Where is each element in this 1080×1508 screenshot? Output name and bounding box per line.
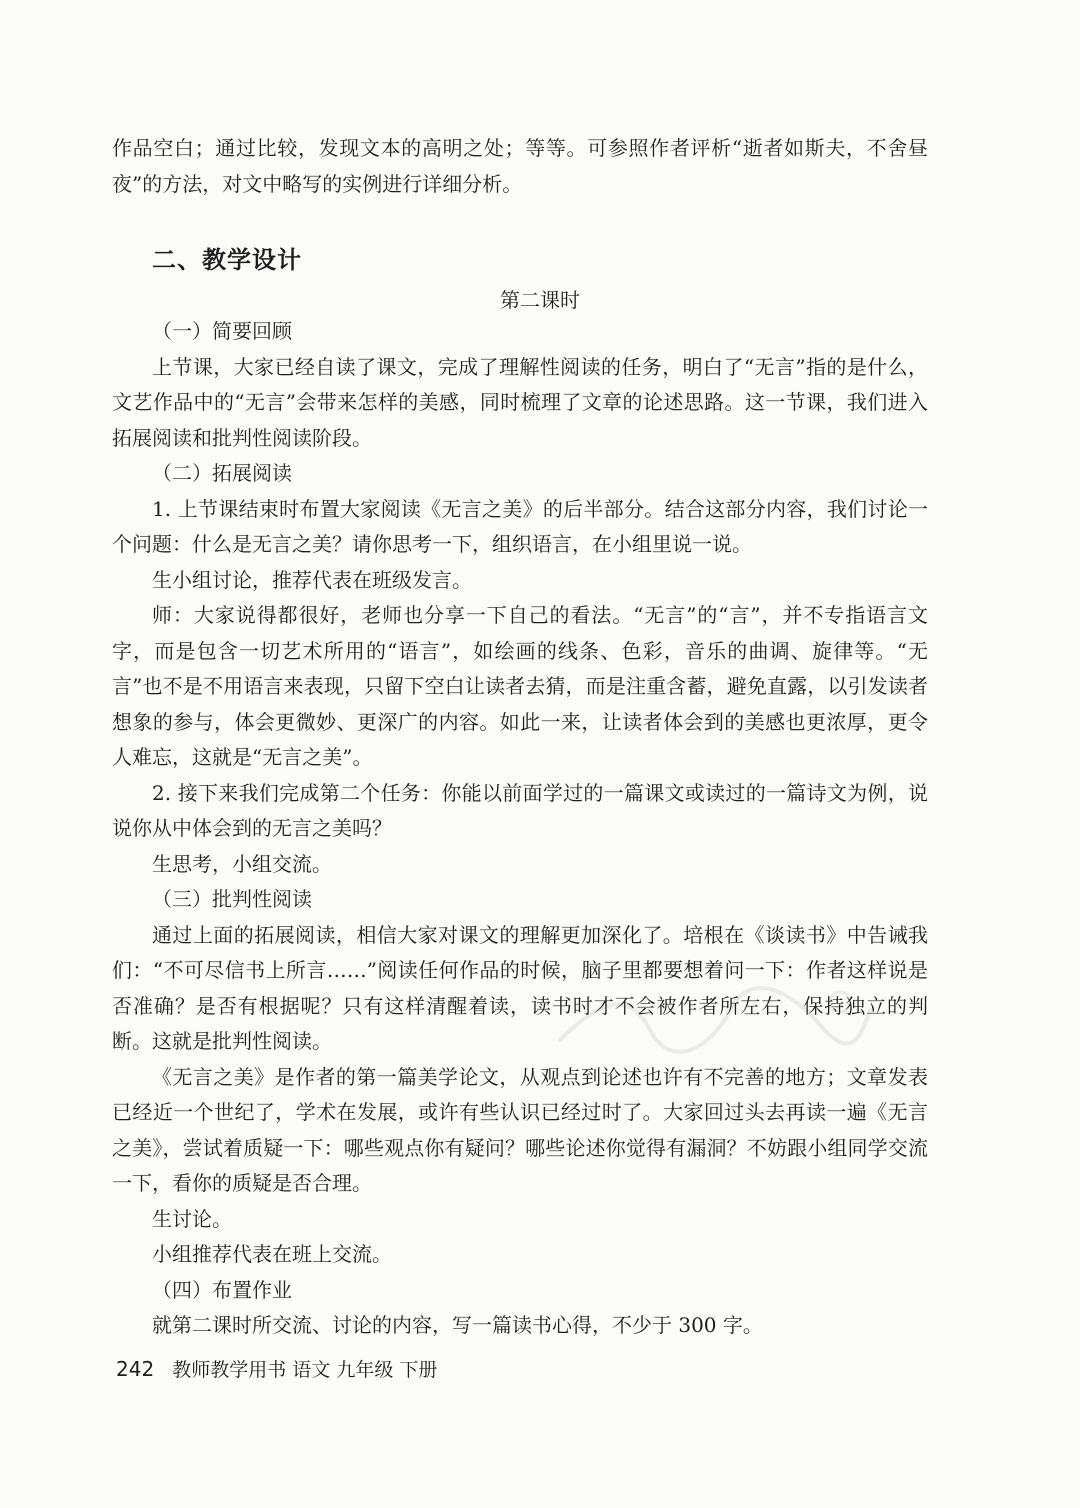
- part2-paragraph-1: 1. 上节课结束时布置大家阅读《无言之美》的后半部分。结合这部分内容，我们讨论一个问题：什么是无言之美？请你思考一下，组织语言，在小组里说一说。: [112, 496, 928, 556]
- part2-paragraph-4: 2. 接下来我们完成第二个任务：你能以前面学过的一篇课文或读过的一篇诗文为例，说说你从中体会到的无言之美吗？: [112, 780, 928, 840]
- part3-paragraph-2: 《无言之美》是作者的第一篇美学论文，从观点到论述也许有不完善的地方；文章发表已经近一个世纪了，学术在发展，或许有些认识已经过时了。大家回过头去再读一遍《无言之美》，尝试着质疑一下：哪些观点你有疑问？哪些论述你觉得有漏洞？不妨跟小组同学交流一下，看你的质疑是否合理。: [112, 1064, 928, 1195]
- session-title: 第二课时: [500, 288, 580, 312]
- part1-title: （一）简要回顾: [152, 319, 292, 343]
- part2-paragraph-2: 生小组讨论，推荐代表在班级发言。: [152, 567, 472, 592]
- part4-paragraph-1: 就第二课时所交流、讨论的内容，写一篇读书心得，不少于 300 字。: [152, 1313, 763, 1337]
- intro-block: [112, 131, 928, 202]
- page-footer: [116, 1355, 437, 1382]
- lesson-body: [112, 314, 928, 1344]
- part2-paragraph-5: 生思考，小组交流。: [152, 851, 332, 876]
- part4-title: （四）布置作业: [152, 1277, 292, 1302]
- intro-paragraph: 作品空白；通过比较，发现文本的高明之处；等等。可参照作者评析“逝者如斯夫，不舍昼夜”的方法，对文中略写的实例进行详细分析。: [112, 136, 928, 196]
- part3-paragraph-3: 生讨论。: [152, 1206, 232, 1231]
- part3-title: （三）批判性阅读: [152, 887, 312, 911]
- book-title: 教师教学用书 语文 九年级 下册: [172, 1359, 438, 1381]
- part3-paragraph-4: 小组推荐代表在班上交流。: [152, 1242, 392, 1266]
- part2-paragraph-3: 师：大家说得都很好，老师也分享一下自己的看法。“无言”的“言”，并不专指语言文字，而是包含一切艺术所用的“语言”，如绘画的线条、色彩，音乐的曲调、旋律等。“无言”也不是不用语言来表现，只留下空白让读者去猜，而是注重含蓄，避免直露，以引发读者想象的参与，体会更微妙、更深广的内容。如此一来，让读者体会到的美感也更浓厚，更令人难忘，这就是“无言之美”。: [112, 603, 928, 769]
- page-number: 242: [116, 1357, 155, 1381]
- part3-paragraph-1: 通过上面的拓展阅读，相信大家对课文的理解更加深化了。培根在《谈读书》中告诫我们：“不可尽信书上所言……”阅读任何作品的时候，脑子里都要想着问一下：作者这样说是否准确？是否有根据呢？只有这样清醒着读，读书时才不会被作者所左右，保持独立的判断。这就是批判性阅读。: [112, 922, 928, 1053]
- watermark-graphic: [540, 980, 880, 1060]
- section-heading: 二、教学设计: [152, 246, 302, 274]
- part2-title: （二）拓展阅读: [152, 461, 292, 485]
- part1-paragraph: 上节课，大家已经自读了课文，完成了理解性阅读的任务，明白了“无言”指的是什么，文艺作品中的“无言”会带来怎样的美感，同时梳理了文章的论述思路。这一节课，我们进入拓展阅读和批判性阅读阶段。: [112, 354, 928, 450]
